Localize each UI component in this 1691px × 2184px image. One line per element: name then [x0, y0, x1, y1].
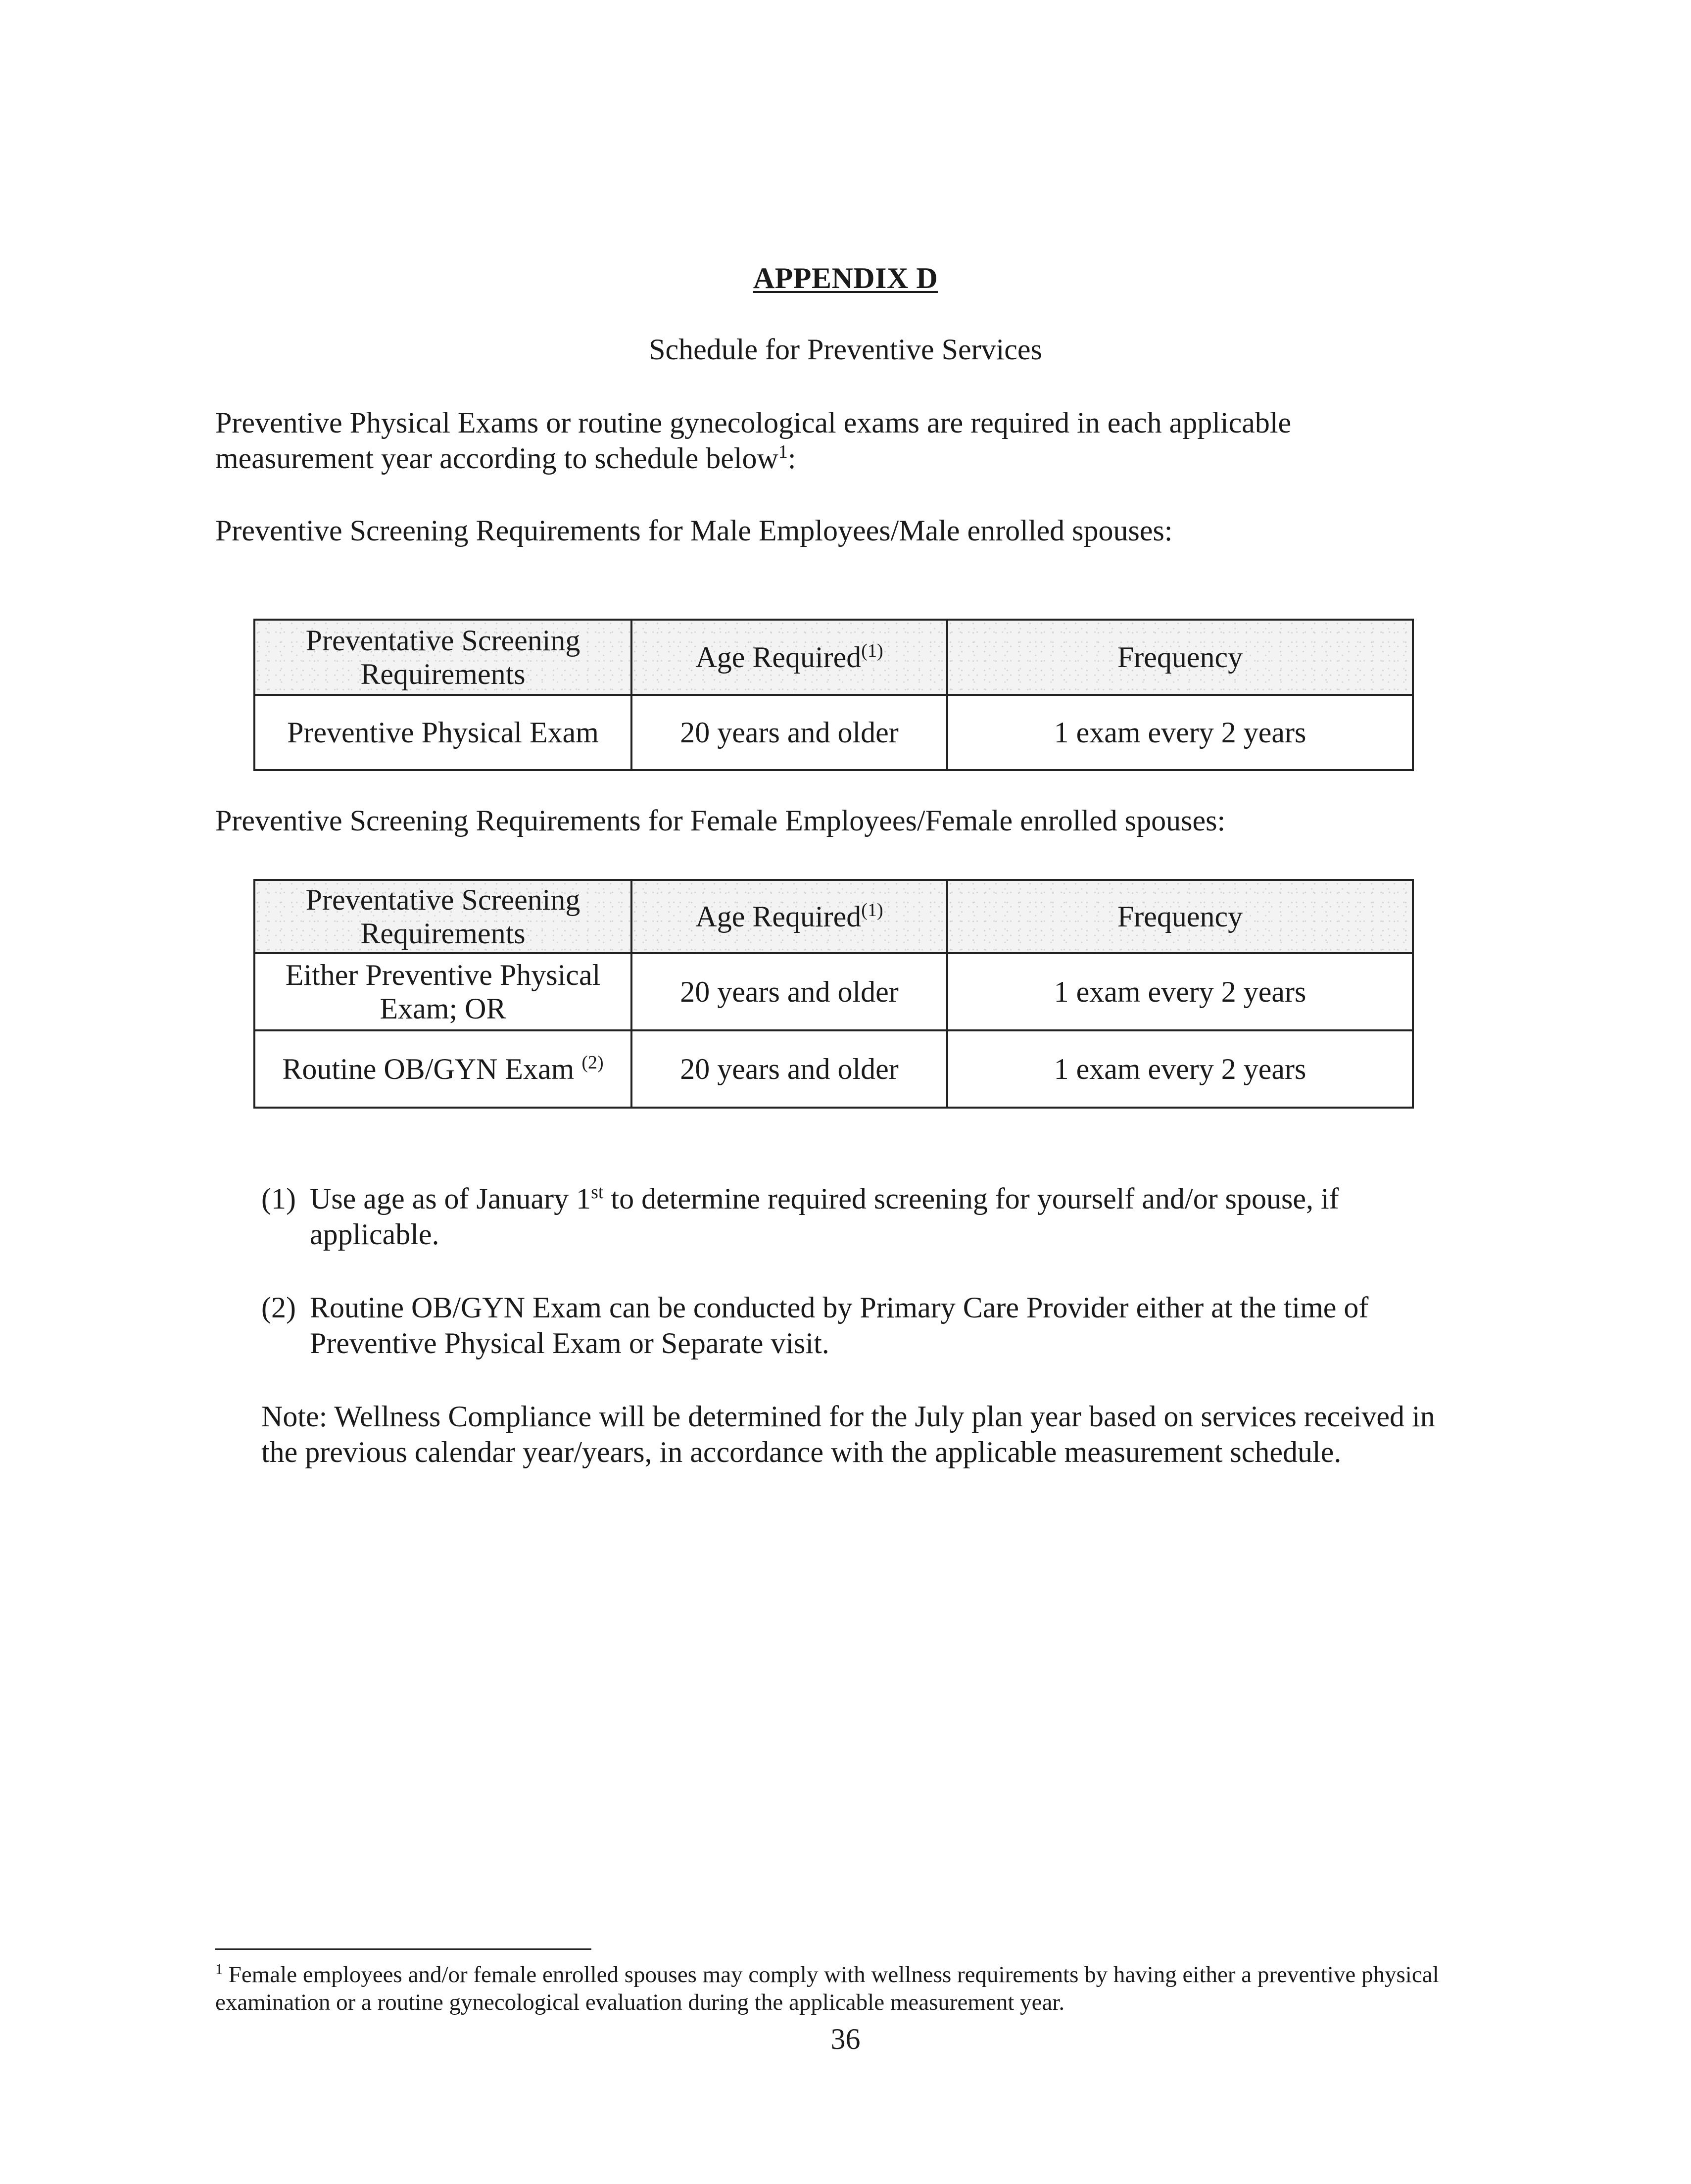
male-section-heading: Preventive Screening Requirements for Male Employees/Male enrolled spouses: — [215, 514, 1173, 547]
footnote-marker: 1 — [215, 1961, 223, 1978]
cell-age: 20 years and older — [631, 1030, 947, 1108]
cell-requirement — [254, 1030, 631, 1108]
intro-suffix: : — [787, 442, 796, 475]
footnote-divider — [215, 1948, 591, 1950]
table-row — [254, 695, 1413, 770]
cell-requirement-text: Routine OB/GYN Exam — [282, 1053, 575, 1085]
note-text — [310, 1181, 1459, 1252]
table-row — [254, 1030, 1413, 1108]
cell-requirement — [254, 953, 631, 1030]
note-item-1 — [261, 1181, 1459, 1252]
compliance-note: Note: Wellness Compliance will be determined for the July plan year based on services received in the previous calendar year/years, in accordance with the applicable measurement schedule. — [261, 1400, 1435, 1468]
note-text-part: Use age as of January 1 — [310, 1182, 591, 1215]
page-subtitle: Schedule for Preventive Services — [649, 333, 1042, 366]
header-frequency: Frequency — [947, 880, 1413, 953]
cell-requirement-ref: (2) — [581, 1052, 604, 1073]
header-age-required — [631, 620, 947, 695]
cell-requirement-text: Either Preventive Physical Exam; OR — [285, 959, 601, 1025]
note-number: (1) — [261, 1182, 296, 1215]
header-requirements: Preventative Screening Requirements — [254, 880, 631, 953]
header-age-label: Age Required — [695, 641, 862, 674]
footnote-reference: 1 — [778, 441, 788, 462]
note-ordinal-suffix: st — [591, 1182, 604, 1203]
cell-frequency: 1 exam every 2 years — [947, 953, 1413, 1030]
table-row — [254, 953, 1413, 1030]
note-item-2 — [261, 1290, 1459, 1361]
table-header-row — [254, 880, 1413, 953]
female-screening-table — [253, 879, 1414, 1109]
page-number: 36 — [830, 2023, 861, 2055]
page-title: APPENDIX D — [753, 262, 938, 294]
header-frequency: Frequency — [947, 620, 1413, 695]
cell-frequency: 1 exam every 2 years — [947, 1030, 1413, 1108]
footnote — [215, 1961, 1443, 2016]
female-section-heading: Preventive Screening Requirements for Female Employees/Female enrolled spouses: — [215, 804, 1226, 837]
intro-paragraph — [215, 405, 1433, 476]
table-header-row — [254, 620, 1413, 695]
header-age-required — [631, 880, 947, 953]
male-screening-table — [253, 619, 1414, 771]
note-text: Routine OB/GYN Exam can be conducted by Primary Care Provider either at the time of Preventive Physical Exam or Separate visit. — [310, 1291, 1369, 1359]
note-text-part: to determine required screening for yourself and/or spouse, if applicable. — [310, 1182, 1339, 1251]
cell-frequency: 1 exam every 2 years — [947, 695, 1413, 770]
header-age-ref: (1) — [861, 900, 883, 921]
cell-age: 20 years and older — [631, 953, 947, 1030]
cell-age: 20 years and older — [631, 695, 947, 770]
header-age-ref: (1) — [861, 640, 883, 661]
footnote-text: Female employees and/or female enrolled spouses may comply with wellness requirements by having either a preventive physical examination or a routine gynecological evaluation during the applicable measurement year. — [215, 1962, 1439, 2015]
header-requirements: Preventative Screening Requirements — [254, 620, 631, 695]
note-number: (2) — [261, 1291, 296, 1324]
intro-text: Preventive Physical Exams or routine gynecological exams are required in each applicable measurement year according to schedule below — [215, 406, 1292, 475]
cell-requirement: Preventive Physical Exam — [254, 695, 631, 770]
header-age-label: Age Required — [695, 900, 862, 933]
